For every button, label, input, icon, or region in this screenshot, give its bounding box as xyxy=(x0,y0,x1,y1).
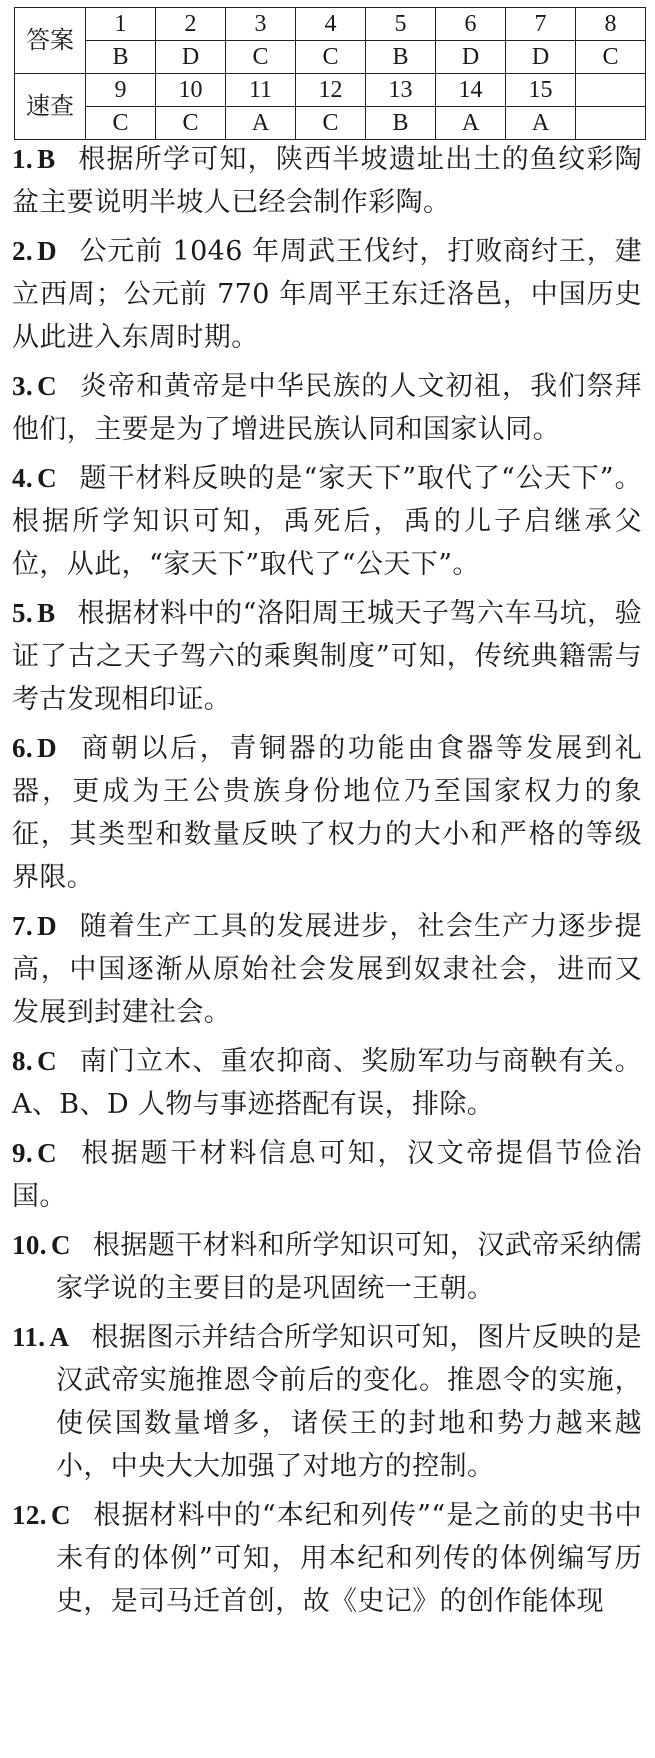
question-number-cell: 7 xyxy=(506,8,576,41)
question-number: 3. xyxy=(12,371,34,401)
explanation-list xyxy=(12,138,642,1629)
question-number-cell: 14 xyxy=(436,74,506,107)
explanation-item xyxy=(12,1494,642,1623)
explanation-item xyxy=(12,592,642,721)
question-number: 5. xyxy=(12,598,34,628)
explanation-text: 炎帝和黄帝是中华民族的人文初祖，我们祭拜他们，主要是为了增进民族认同和国家认同。 xyxy=(12,371,642,445)
question-number: 1. xyxy=(12,144,34,174)
answer-letter-cell: C xyxy=(296,107,366,140)
question-number-cell: 13 xyxy=(366,74,436,107)
question-number-cell: 6 xyxy=(436,8,506,41)
explanation-text: 根据题干材料信息可知，汉文帝提倡节俭治国。 xyxy=(12,1138,642,1212)
answer-letter: C xyxy=(37,463,57,493)
answer-letter: C xyxy=(37,1138,57,1168)
answer-letter: C xyxy=(50,1500,71,1530)
table-header-quick-check xyxy=(15,74,86,140)
explanation-item xyxy=(12,230,642,359)
answer-letter: D xyxy=(37,733,57,763)
explanation-text: 南门立木、重农抑商、奖励军功与商鞅有关。A、B、D 人物与事迹搭配有误，排除。 xyxy=(12,1046,642,1120)
question-number: 11. xyxy=(12,1322,46,1352)
answer-letter: B xyxy=(37,598,56,628)
table-row-numbers-1 xyxy=(15,8,646,41)
explanation-text: 随着生产工具的发展进步，社会生产力逐步提高，中国逐渐从原始社会发展到奴隶社会，进而又发展到封建社会。 xyxy=(12,911,642,1028)
explanation-item xyxy=(12,457,642,586)
table-row-numbers-2 xyxy=(15,74,646,107)
explanation-item xyxy=(12,905,642,1034)
question-number-cell xyxy=(576,74,646,107)
explanation-text: 根据材料中的“洛阳周王城天子驾六车马坑，验证了古之天子驾六的乘舆制度”可知，传统典籍需与考古发现相印证。 xyxy=(12,598,642,715)
question-number-cell: 10 xyxy=(156,74,226,107)
explanation-text: 根据图示并结合所学知识可知，图片反映的是汉武帝实施推恩令前后的变化。推恩令的实施，使侯国数量增多，诸侯王的封地和势力越来越小，中央大大加强了对地方的控制。 xyxy=(56,1322,642,1482)
question-number-cell: 12 xyxy=(296,74,366,107)
table-header-answers xyxy=(15,8,86,74)
explanation-item xyxy=(12,1132,642,1218)
explanation-text: 根据题干材料和所学知识可知，汉武帝采纳儒家学说的主要目的是巩固统一王朝。 xyxy=(56,1230,642,1304)
explanation-item xyxy=(12,1040,642,1126)
question-number: 8. xyxy=(12,1046,34,1076)
answer-letter-cell: A xyxy=(506,107,576,140)
answer-letter-cell: B xyxy=(366,107,436,140)
question-number: 10. xyxy=(12,1230,47,1260)
answer-letter: C xyxy=(37,1046,57,1076)
answer-letter-cell: A xyxy=(226,107,296,140)
explanation-item xyxy=(12,1316,642,1488)
question-number-cell: 9 xyxy=(86,74,156,107)
question-number: 9. xyxy=(12,1138,34,1168)
table-row-answers-1 xyxy=(15,41,646,74)
header-label-answers: 答案 xyxy=(26,26,74,54)
answer-letter-cell: C xyxy=(156,107,226,140)
answer-letter-cell: C xyxy=(576,41,646,74)
explanation-text: 公元前 1046 年周武王伐纣，打败商纣王，建立西周；公元前 770 年周平王东迁洛邑，中国历史从此进入东周时期。 xyxy=(12,236,642,353)
explanation-text: 根据材料中的“本纪和列传”“是之前的史书中未有的体例”可知，用本纪和列传的体例编写历史，是司马迁首创，故《史记》的创作能体现 xyxy=(56,1500,642,1617)
answer-letter-cell xyxy=(576,107,646,140)
answer-table xyxy=(14,7,646,140)
explanation-text: 题干材料反映的是“家天下”取代了“公天下”。根据所学知识可知，禹死后，禹的儿子启继承父位，从此，“家天下”取代了“公天下”。 xyxy=(12,463,642,580)
answer-letter-cell: B xyxy=(86,41,156,74)
answer-letter-cell: C xyxy=(296,41,366,74)
question-number: 4. xyxy=(12,463,34,493)
answer-letter: D xyxy=(37,236,57,266)
question-number-cell: 11 xyxy=(226,74,296,107)
question-number: 7. xyxy=(12,911,34,941)
answer-letter-cell: D xyxy=(436,41,506,74)
question-number-cell: 5 xyxy=(366,8,436,41)
question-number: 6. xyxy=(12,733,34,763)
answer-letter: B xyxy=(37,144,56,174)
explanation-item xyxy=(12,365,642,451)
explanation-item xyxy=(12,1224,642,1310)
answer-letter: C xyxy=(37,371,57,401)
answer-letter-cell: C xyxy=(86,107,156,140)
table-row-answers-2 xyxy=(15,107,646,140)
answer-letter-cell: D xyxy=(156,41,226,74)
answer-letter: D xyxy=(37,911,57,941)
question-number-cell: 8 xyxy=(576,8,646,41)
answer-letter-cell: A xyxy=(436,107,506,140)
answer-letter-cell: B xyxy=(366,41,436,74)
explanation-item xyxy=(12,727,642,899)
header-label-quick-check: 速查 xyxy=(26,92,74,120)
answer-letter: C xyxy=(50,1230,71,1260)
question-number-cell: 3 xyxy=(226,8,296,41)
explanation-text: 根据所学可知，陕西半坡遗址出土的鱼纹彩陶盆主要说明半坡人已经会制作彩陶。 xyxy=(12,144,642,218)
answer-letter-cell: C xyxy=(226,41,296,74)
explanation-item xyxy=(12,138,642,224)
answer-letter-cell: D xyxy=(506,41,576,74)
question-number-cell: 1 xyxy=(86,8,156,41)
question-number: 12. xyxy=(12,1500,47,1530)
question-number-cell: 4 xyxy=(296,8,366,41)
explanation-text: 商朝以后，青铜器的功能由食器等发展到礼器，更成为王公贵族身份地位乃至国家权力的象征，其类型和数量反映了权力的大小和严格的等级界限。 xyxy=(12,733,642,893)
question-number: 2. xyxy=(12,236,34,266)
question-number-cell: 2 xyxy=(156,8,226,41)
question-number-cell: 15 xyxy=(506,74,576,107)
answer-letter: A xyxy=(49,1322,70,1352)
